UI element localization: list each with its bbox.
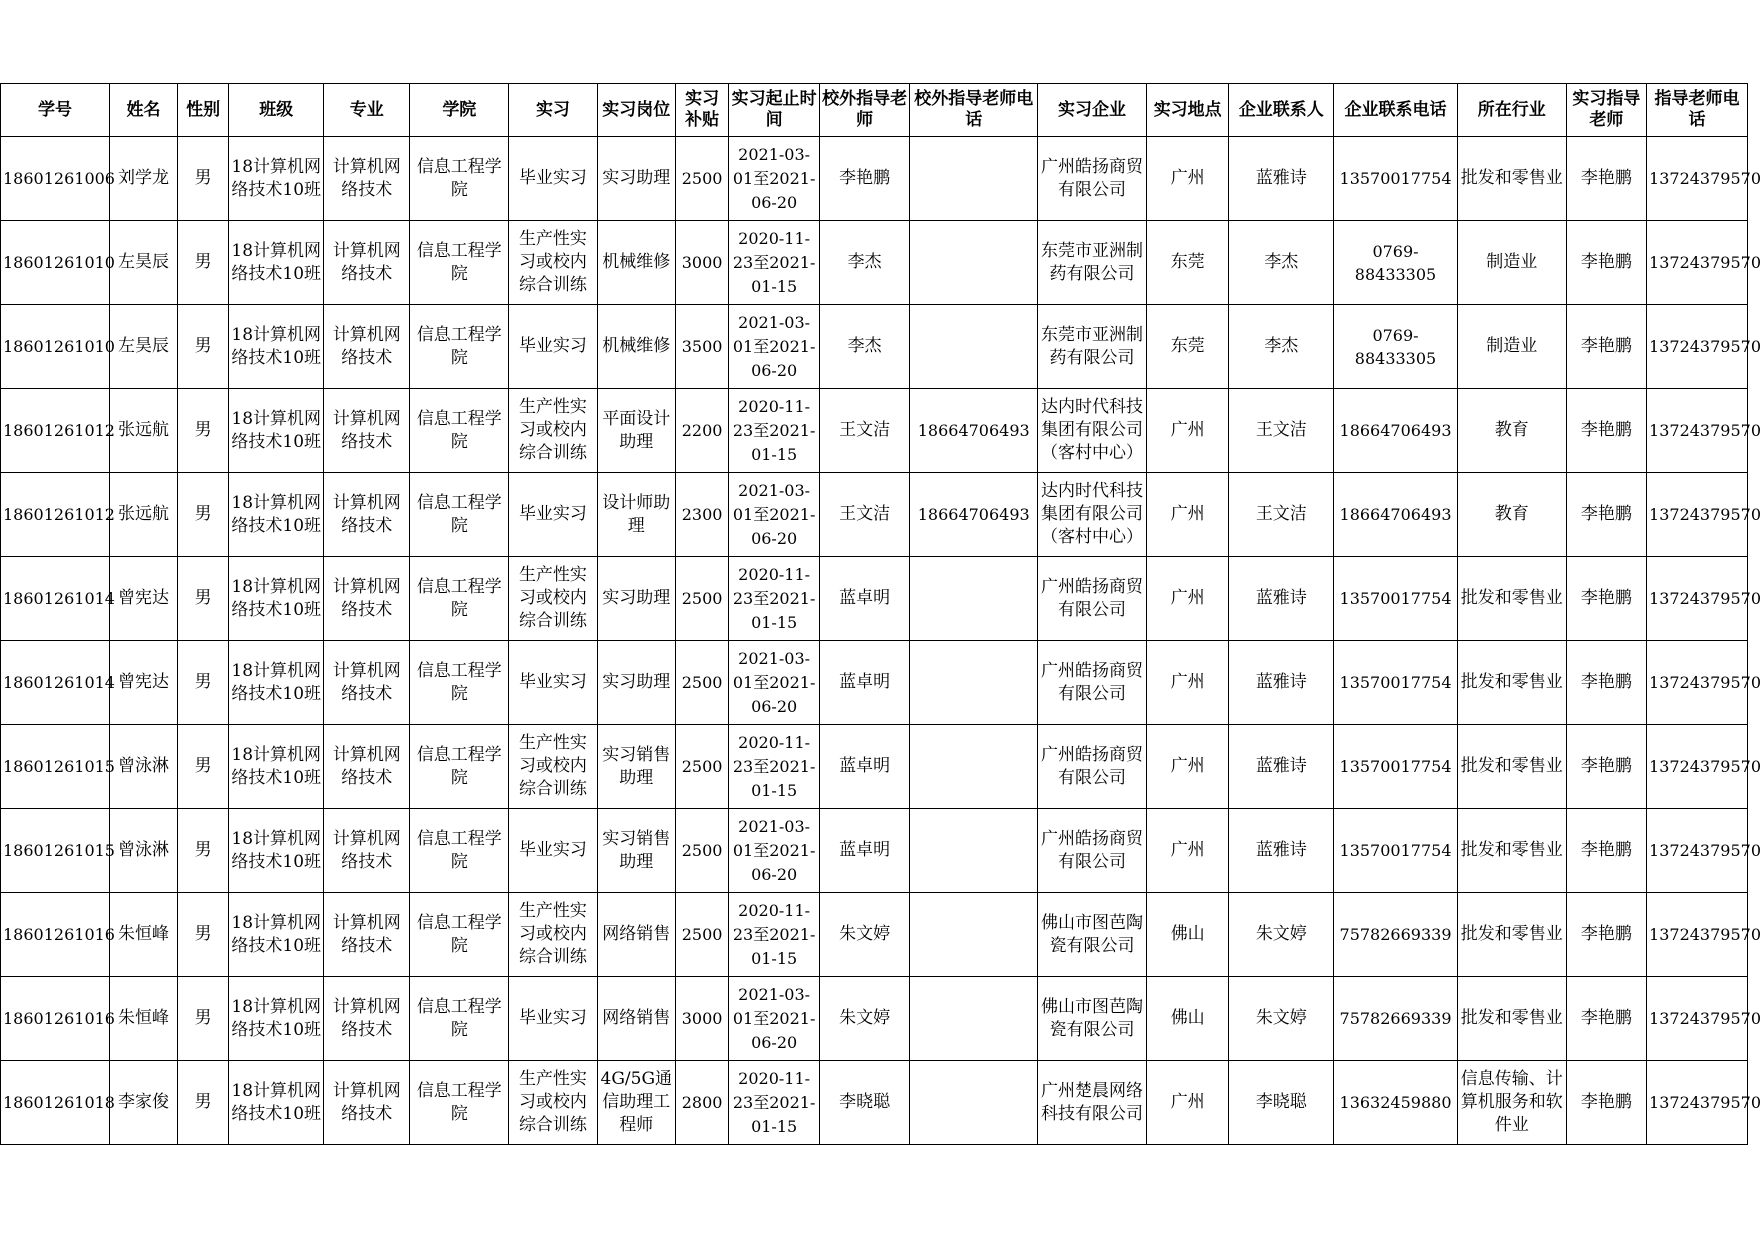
cell-internship-type: 生产性实习或校内综合训练 xyxy=(509,221,597,305)
header-row xyxy=(1,84,1748,137)
table-row xyxy=(1,1061,1748,1145)
cell-external-mentor: 蓝卓明 xyxy=(819,809,910,893)
cell-external-mentor-phone xyxy=(910,557,1038,641)
cell-period: 2021-03-01至2021-06-20 xyxy=(729,641,820,725)
table-row xyxy=(1,389,1748,473)
cell-class: 18计算机网络技术10班 xyxy=(229,725,324,809)
cell-period: 2020-11-23至2021-01-15 xyxy=(729,1061,820,1145)
table-row xyxy=(1,977,1748,1061)
cell-student-id: 18601261010 xyxy=(1,305,110,389)
cell-mentor-phone: 13724379570 xyxy=(1647,641,1748,725)
cell-college: 信息工程学院 xyxy=(410,305,509,389)
col-header-college: 学院 xyxy=(410,84,509,137)
cell-location: 东莞 xyxy=(1147,305,1229,389)
cell-major: 计算机网络技术 xyxy=(324,977,410,1061)
cell-class: 18计算机网络技术10班 xyxy=(229,221,324,305)
cell-major: 计算机网络技术 xyxy=(324,389,410,473)
cell-name: 李家俊 xyxy=(110,1061,178,1145)
cell-student-id: 18601261016 xyxy=(1,893,110,977)
cell-name: 曾宪达 xyxy=(110,557,178,641)
cell-mentor-phone: 13724379570 xyxy=(1647,977,1748,1061)
cell-company: 广州皓扬商贸有限公司 xyxy=(1038,641,1147,725)
cell-location: 广州 xyxy=(1147,641,1229,725)
cell-subsidy: 2500 xyxy=(675,557,729,641)
cell-company: 东莞市亚洲制药有限公司 xyxy=(1038,221,1147,305)
cell-industry: 批发和零售业 xyxy=(1457,641,1566,725)
cell-mentor-phone: 13724379570 xyxy=(1647,809,1748,893)
cell-company-contact: 蓝雅诗 xyxy=(1229,557,1334,641)
cell-major: 计算机网络技术 xyxy=(324,1061,410,1145)
cell-location: 广州 xyxy=(1147,725,1229,809)
cell-student-id: 18601261006 xyxy=(1,137,110,221)
cell-gender: 男 xyxy=(177,1061,228,1145)
cell-position: 实习助理 xyxy=(597,557,675,641)
cell-mentor: 李艳鹏 xyxy=(1566,725,1646,809)
cell-location: 佛山 xyxy=(1147,893,1229,977)
cell-mentor-phone: 13724379570 xyxy=(1647,221,1748,305)
cell-company-contact: 蓝雅诗 xyxy=(1229,725,1334,809)
cell-company-phone: 13570017754 xyxy=(1334,557,1457,641)
cell-internship-type: 毕业实习 xyxy=(509,641,597,725)
cell-position: 实习助理 xyxy=(597,641,675,725)
cell-college: 信息工程学院 xyxy=(410,137,509,221)
cell-period: 2021-03-01至2021-06-20 xyxy=(729,809,820,893)
cell-external-mentor: 朱文婷 xyxy=(819,977,910,1061)
cell-internship-type: 生产性实习或校内综合训练 xyxy=(509,893,597,977)
col-header-name: 姓名 xyxy=(110,84,178,137)
cell-company: 广州皓扬商贸有限公司 xyxy=(1038,809,1147,893)
cell-company-contact: 蓝雅诗 xyxy=(1229,641,1334,725)
cell-student-id: 18601261018 xyxy=(1,1061,110,1145)
cell-subsidy: 2300 xyxy=(675,473,729,557)
cell-industry: 批发和零售业 xyxy=(1457,725,1566,809)
cell-college: 信息工程学院 xyxy=(410,389,509,473)
cell-mentor-phone: 13724379570 xyxy=(1647,389,1748,473)
cell-subsidy: 3000 xyxy=(675,977,729,1061)
cell-mentor: 李艳鹏 xyxy=(1566,1061,1646,1145)
cell-company-contact: 李杰 xyxy=(1229,221,1334,305)
cell-period: 2021-03-01至2021-06-20 xyxy=(729,137,820,221)
col-header-subsidy: 实习补贴 xyxy=(675,84,729,137)
cell-student-id: 18601261014 xyxy=(1,641,110,725)
cell-major: 计算机网络技术 xyxy=(324,473,410,557)
table-row xyxy=(1,473,1748,557)
col-header-company-phone: 企业联系电话 xyxy=(1334,84,1457,137)
cell-company: 广州皓扬商贸有限公司 xyxy=(1038,137,1147,221)
cell-internship-type: 生产性实习或校内综合训练 xyxy=(509,1061,597,1145)
cell-class: 18计算机网络技术10班 xyxy=(229,893,324,977)
cell-external-mentor: 李晓聪 xyxy=(819,1061,910,1145)
cell-name: 刘学龙 xyxy=(110,137,178,221)
cell-company-contact: 王文洁 xyxy=(1229,389,1334,473)
cell-subsidy: 2500 xyxy=(675,809,729,893)
cell-mentor: 李艳鹏 xyxy=(1566,305,1646,389)
cell-college: 信息工程学院 xyxy=(410,809,509,893)
cell-position: 设计师助理 xyxy=(597,473,675,557)
cell-mentor-phone: 13724379570 xyxy=(1647,893,1748,977)
cell-industry: 批发和零售业 xyxy=(1457,809,1566,893)
cell-position: 网络销售 xyxy=(597,893,675,977)
cell-company-contact: 朱文婷 xyxy=(1229,977,1334,1061)
cell-external-mentor-phone xyxy=(910,809,1038,893)
col-header-period: 实习起止时间 xyxy=(729,84,820,137)
cell-student-id: 18601261015 xyxy=(1,809,110,893)
cell-position: 网络销售 xyxy=(597,977,675,1061)
cell-gender: 男 xyxy=(177,473,228,557)
cell-gender: 男 xyxy=(177,221,228,305)
col-header-student-id: 学号 xyxy=(1,84,110,137)
cell-mentor-phone: 13724379570 xyxy=(1647,557,1748,641)
cell-internship-type: 毕业实习 xyxy=(509,137,597,221)
cell-college: 信息工程学院 xyxy=(410,557,509,641)
cell-external-mentor-phone xyxy=(910,1061,1038,1145)
cell-company-contact: 蓝雅诗 xyxy=(1229,809,1334,893)
cell-internship-type: 毕业实习 xyxy=(509,809,597,893)
table-body xyxy=(1,137,1761,1145)
cell-major: 计算机网络技术 xyxy=(324,725,410,809)
cell-position: 实习助理 xyxy=(597,137,675,221)
cell-company-phone: 0769-88433305 xyxy=(1334,221,1457,305)
col-header-mentor: 实习指导老师 xyxy=(1566,84,1646,137)
cell-gender: 男 xyxy=(177,809,228,893)
cell-period: 2020-11-23至2021-01-15 xyxy=(729,389,820,473)
cell-period: 2020-11-23至2021-01-15 xyxy=(729,893,820,977)
cell-location: 广州 xyxy=(1147,557,1229,641)
cell-student-id: 18601261012 xyxy=(1,473,110,557)
internship-table xyxy=(0,83,1761,1145)
cell-industry: 批发和零售业 xyxy=(1457,977,1566,1061)
cell-position: 实习销售助理 xyxy=(597,809,675,893)
col-header-external-mentor: 校外指导老师 xyxy=(819,84,910,137)
cell-mentor-phone: 13724379570 xyxy=(1647,305,1748,389)
cell-class: 18计算机网络技术10班 xyxy=(229,809,324,893)
cell-college: 信息工程学院 xyxy=(410,641,509,725)
cell-location: 广州 xyxy=(1147,809,1229,893)
cell-gender: 男 xyxy=(177,557,228,641)
cell-major: 计算机网络技术 xyxy=(324,221,410,305)
cell-company-phone: 13570017754 xyxy=(1334,725,1457,809)
cell-internship-type: 生产性实习或校内综合训练 xyxy=(509,557,597,641)
cell-student-id: 18601261016 xyxy=(1,977,110,1061)
cell-company-phone: 13570017754 xyxy=(1334,641,1457,725)
cell-subsidy: 3500 xyxy=(675,305,729,389)
cell-company-contact: 李晓聪 xyxy=(1229,1061,1334,1145)
col-header-external-mentor-phone: 校外指导老师电话 xyxy=(910,84,1038,137)
cell-external-mentor: 蓝卓明 xyxy=(819,641,910,725)
cell-external-mentor-phone xyxy=(910,221,1038,305)
cell-student-id: 18601261015 xyxy=(1,725,110,809)
cell-internship-type: 生产性实习或校内综合训练 xyxy=(509,389,597,473)
cell-external-mentor: 王文洁 xyxy=(819,473,910,557)
cell-company-phone: 75782669339 xyxy=(1334,977,1457,1061)
cell-college: 信息工程学院 xyxy=(410,221,509,305)
cell-subsidy: 2200 xyxy=(675,389,729,473)
cell-class: 18计算机网络技术10班 xyxy=(229,557,324,641)
cell-name: 张远航 xyxy=(110,473,178,557)
cell-period: 2020-11-23至2021-01-15 xyxy=(729,725,820,809)
cell-college: 信息工程学院 xyxy=(410,725,509,809)
cell-company: 广州楚晨网络科技有限公司 xyxy=(1038,1061,1147,1145)
cell-mentor-phone: 13724379570 xyxy=(1647,137,1748,221)
cell-company-phone: 13570017754 xyxy=(1334,137,1457,221)
cell-position: 机械维修 xyxy=(597,305,675,389)
table-row xyxy=(1,641,1748,725)
cell-external-mentor: 蓝卓明 xyxy=(819,725,910,809)
cell-name: 朱恒峰 xyxy=(110,977,178,1061)
col-header-location: 实习地点 xyxy=(1147,84,1229,137)
col-header-class: 班级 xyxy=(229,84,324,137)
cell-company: 达内时代科技集团有限公司（客村中心） xyxy=(1038,473,1147,557)
cell-mentor: 李艳鹏 xyxy=(1566,557,1646,641)
col-header-position: 实习岗位 xyxy=(597,84,675,137)
cell-industry: 制造业 xyxy=(1457,305,1566,389)
cell-mentor: 李艳鹏 xyxy=(1566,809,1646,893)
cell-gender: 男 xyxy=(177,389,228,473)
cell-location: 佛山 xyxy=(1147,977,1229,1061)
cell-external-mentor: 李杰 xyxy=(819,221,910,305)
cell-gender: 男 xyxy=(177,305,228,389)
cell-period: 2020-11-23至2021-01-15 xyxy=(729,221,820,305)
cell-subsidy: 2500 xyxy=(675,725,729,809)
cell-company-phone: 75782669339 xyxy=(1334,893,1457,977)
cell-external-mentor-phone xyxy=(910,137,1038,221)
cell-student-id: 18601261014 xyxy=(1,557,110,641)
cell-external-mentor-phone xyxy=(910,641,1038,725)
cell-industry: 批发和零售业 xyxy=(1457,557,1566,641)
cell-college: 信息工程学院 xyxy=(410,893,509,977)
cell-company: 佛山市图芭陶瓷有限公司 xyxy=(1038,977,1147,1061)
cell-subsidy: 2500 xyxy=(675,641,729,725)
cell-subsidy: 2500 xyxy=(675,137,729,221)
cell-position: 机械维修 xyxy=(597,221,675,305)
cell-location: 广州 xyxy=(1147,389,1229,473)
cell-subsidy: 2800 xyxy=(675,1061,729,1145)
cell-mentor: 李艳鹏 xyxy=(1566,221,1646,305)
cell-mentor-phone: 13724379570 xyxy=(1647,473,1748,557)
cell-mentor: 李艳鹏 xyxy=(1566,389,1646,473)
cell-subsidy: 2500 xyxy=(675,893,729,977)
col-header-industry: 所在行业 xyxy=(1457,84,1566,137)
cell-external-mentor-phone xyxy=(910,305,1038,389)
cell-external-mentor-phone xyxy=(910,893,1038,977)
cell-class: 18计算机网络技术10班 xyxy=(229,473,324,557)
cell-external-mentor: 李艳鹏 xyxy=(819,137,910,221)
cell-location: 广州 xyxy=(1147,473,1229,557)
cell-internship-type: 毕业实习 xyxy=(509,473,597,557)
cell-student-id: 18601261012 xyxy=(1,389,110,473)
cell-gender: 男 xyxy=(177,977,228,1061)
cell-mentor-phone: 13724379570 xyxy=(1647,1061,1748,1145)
col-header-major: 专业 xyxy=(324,84,410,137)
cell-name: 曾宪达 xyxy=(110,641,178,725)
cell-industry: 批发和零售业 xyxy=(1457,137,1566,221)
cell-period: 2021-03-01至2021-06-20 xyxy=(729,473,820,557)
cell-company: 广州皓扬商贸有限公司 xyxy=(1038,557,1147,641)
cell-external-mentor: 朱文婷 xyxy=(819,893,910,977)
cell-class: 18计算机网络技术10班 xyxy=(229,305,324,389)
cell-class: 18计算机网络技术10班 xyxy=(229,1061,324,1145)
cell-external-mentor: 李杰 xyxy=(819,305,910,389)
table-row xyxy=(1,809,1748,893)
cell-industry: 教育 xyxy=(1457,473,1566,557)
cell-period: 2021-03-01至2021-06-20 xyxy=(729,977,820,1061)
cell-major: 计算机网络技术 xyxy=(324,641,410,725)
cell-class: 18计算机网络技术10班 xyxy=(229,977,324,1061)
cell-internship-type: 生产性实习或校内综合训练 xyxy=(509,725,597,809)
cell-internship-type: 毕业实习 xyxy=(509,305,597,389)
cell-industry: 制造业 xyxy=(1457,221,1566,305)
col-header-internship-type: 实习 xyxy=(509,84,597,137)
cell-name: 朱恒峰 xyxy=(110,893,178,977)
cell-college: 信息工程学院 xyxy=(410,473,509,557)
cell-name: 曾泳淋 xyxy=(110,809,178,893)
cell-position: 平面设计助理 xyxy=(597,389,675,473)
cell-location: 广州 xyxy=(1147,137,1229,221)
cell-mentor: 李艳鹏 xyxy=(1566,893,1646,977)
cell-major: 计算机网络技术 xyxy=(324,557,410,641)
cell-mentor: 李艳鹏 xyxy=(1566,641,1646,725)
cell-name: 张远航 xyxy=(110,389,178,473)
cell-name: 左昊辰 xyxy=(110,221,178,305)
cell-name: 左昊辰 xyxy=(110,305,178,389)
table-row xyxy=(1,725,1748,809)
cell-student-id: 18601261010 xyxy=(1,221,110,305)
cell-gender: 男 xyxy=(177,893,228,977)
cell-name: 曾泳淋 xyxy=(110,725,178,809)
cell-external-mentor: 王文洁 xyxy=(819,389,910,473)
cell-class: 18计算机网络技术10班 xyxy=(229,137,324,221)
table-row xyxy=(1,137,1748,221)
col-header-mentor-phone: 指导老师电话 xyxy=(1647,84,1748,137)
cell-internship-type: 毕业实习 xyxy=(509,977,597,1061)
cell-external-mentor-phone xyxy=(910,977,1038,1061)
col-header-company-contact: 企业联系人 xyxy=(1229,84,1334,137)
cell-gender: 男 xyxy=(177,725,228,809)
cell-period: 2020-11-23至2021-01-15 xyxy=(729,557,820,641)
cell-position: 4G/5G通信助理工程师 xyxy=(597,1061,675,1145)
cell-company-contact: 蓝雅诗 xyxy=(1229,137,1334,221)
cell-mentor: 李艳鹏 xyxy=(1566,137,1646,221)
table-row xyxy=(1,221,1748,305)
cell-gender: 男 xyxy=(177,641,228,725)
cell-major: 计算机网络技术 xyxy=(324,809,410,893)
cell-mentor-phone: 13724379570 xyxy=(1647,725,1748,809)
cell-college: 信息工程学院 xyxy=(410,1061,509,1145)
table-row xyxy=(1,305,1748,389)
cell-external-mentor-phone: 18664706493 xyxy=(910,389,1038,473)
table-row xyxy=(1,893,1748,977)
cell-external-mentor: 蓝卓明 xyxy=(819,557,910,641)
cell-industry: 教育 xyxy=(1457,389,1566,473)
cell-company: 佛山市图芭陶瓷有限公司 xyxy=(1038,893,1147,977)
cell-location: 东莞 xyxy=(1147,221,1229,305)
cell-class: 18计算机网络技术10班 xyxy=(229,641,324,725)
cell-mentor: 李艳鹏 xyxy=(1566,473,1646,557)
cell-subsidy: 3000 xyxy=(675,221,729,305)
table-row xyxy=(1,557,1748,641)
cell-company-phone: 13570017754 xyxy=(1334,809,1457,893)
cell-company: 东莞市亚洲制药有限公司 xyxy=(1038,305,1147,389)
col-header-gender: 性别 xyxy=(177,84,228,137)
cell-mentor: 李艳鹏 xyxy=(1566,977,1646,1061)
cell-company-phone: 18664706493 xyxy=(1334,473,1457,557)
cell-company: 达内时代科技集团有限公司（客村中心） xyxy=(1038,389,1147,473)
cell-major: 计算机网络技术 xyxy=(324,137,410,221)
cell-company-phone: 0769-88433305 xyxy=(1334,305,1457,389)
cell-major: 计算机网络技术 xyxy=(324,893,410,977)
cell-company-contact: 李杰 xyxy=(1229,305,1334,389)
cell-company: 广州皓扬商贸有限公司 xyxy=(1038,725,1147,809)
cell-company-phone: 13632459880 xyxy=(1334,1061,1457,1145)
cell-location: 广州 xyxy=(1147,1061,1229,1145)
cell-class: 18计算机网络技术10班 xyxy=(229,389,324,473)
cell-industry: 批发和零售业 xyxy=(1457,893,1566,977)
cell-gender: 男 xyxy=(177,137,228,221)
cell-external-mentor-phone: 18664706493 xyxy=(910,473,1038,557)
cell-major: 计算机网络技术 xyxy=(324,305,410,389)
cell-company-contact: 朱文婷 xyxy=(1229,893,1334,977)
col-header-company: 实习企业 xyxy=(1038,84,1147,137)
cell-position: 实习销售助理 xyxy=(597,725,675,809)
cell-period: 2021-03-01至2021-06-20 xyxy=(729,305,820,389)
cell-industry: 信息传输、计算机服务和软件业 xyxy=(1457,1061,1566,1145)
cell-company-phone: 18664706493 xyxy=(1334,389,1457,473)
cell-college: 信息工程学院 xyxy=(410,977,509,1061)
cell-company-contact: 王文洁 xyxy=(1229,473,1334,557)
cell-external-mentor-phone xyxy=(910,725,1038,809)
